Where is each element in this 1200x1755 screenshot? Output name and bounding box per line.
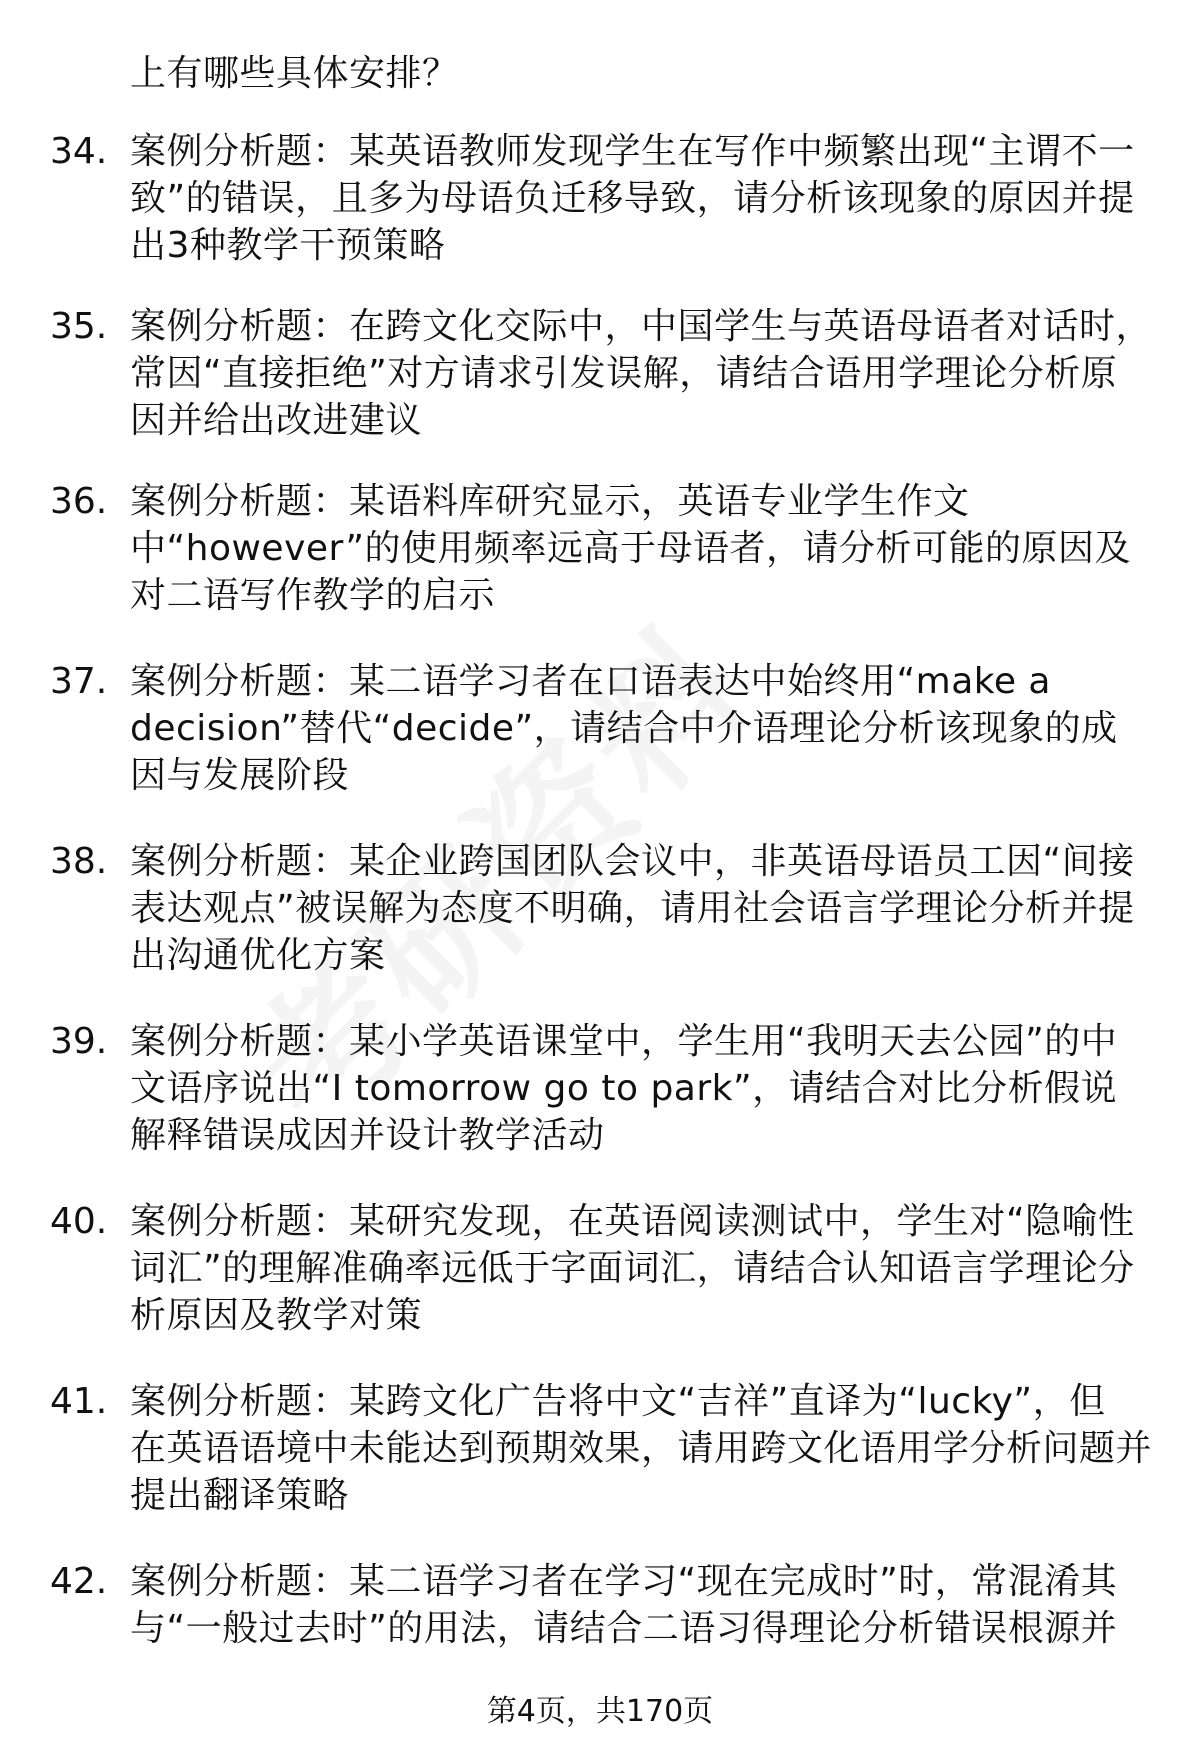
question-text-line: 案例分析题：某二语学习者在学习“现在完成时”时，常混淆其	[130, 1561, 1118, 1602]
question-text-line: 与“一般过去时”的用法，请结合二语习得理论分析错误根源并	[130, 1608, 1118, 1649]
question-number: 37.	[50, 661, 108, 702]
question-text-line: 对二语写作教学的启示	[130, 575, 496, 616]
question-number: 42.	[50, 1561, 108, 1602]
question-text-line: 案例分析题：某跨文化广告将中文“吉祥”直译为“lucky”，但	[130, 1381, 1106, 1422]
question-number: 40.	[50, 1201, 108, 1242]
question-text-line: 出沟通优化方案	[130, 935, 386, 976]
question-text-line: decision”替代“decide”，请结合中介语理论分析该现象的成	[130, 708, 1118, 749]
intro-line: 上有哪些具体安排？	[130, 53, 459, 94]
question-text-line: 因并给出改进建议	[130, 400, 423, 441]
question-number: 41.	[50, 1381, 108, 1422]
question-text-line: 文语序说出“I tomorrow go to park”，请结合对比分析假说	[130, 1068, 1118, 1109]
page-footer: 第4页，共170页	[486, 1694, 714, 1729]
question-text-line: 中“however”的使用频率远高于母语者，请分析可能的原因及	[130, 528, 1132, 569]
question-text-line: 案例分析题：某企业跨国团队会议中，非英语母语员工因“间接	[130, 841, 1135, 882]
question-number: 34.	[50, 131, 108, 172]
question-text-line: 解释错误成因并设计教学活动	[130, 1115, 605, 1156]
question-text-line: 案例分析题：某英语教师发现学生在写作中频繁出现“主谓不一	[130, 131, 1135, 172]
question-text-line: 案例分析题：某小学英语课堂中，学生用“我明天去公园”的中	[130, 1021, 1118, 1062]
question-number: 35.	[50, 306, 108, 347]
question-text-line: 词汇”的理解准确率远低于字面词汇，请结合认知语言学理论分	[130, 1248, 1135, 1289]
question-text-line: 案例分析题：某二语学习者在口语表达中始终用“make a	[130, 661, 1051, 702]
question-text-line: 因与发展阶段	[130, 755, 350, 796]
question-text-line: 案例分析题：某语料库研究显示，英语专业学生作文	[130, 481, 970, 522]
question-text-line: 在英语语境中未能达到预期效果，请用跨文化语用学分析问题并	[130, 1428, 1153, 1469]
question-number: 38.	[50, 841, 108, 882]
question-text-line: 表达观点”被误解为态度不明确，请用社会语言学理论分析并提	[130, 888, 1135, 929]
question-text-line: 案例分析题：在跨文化交际中，中国学生与英语母语者对话时，	[130, 306, 1153, 347]
question-number: 36.	[50, 481, 108, 522]
question-text-line: 常因“直接拒绝”对方请求引发误解，请结合语用学理论分析原	[130, 353, 1118, 394]
question-text-line: 提出翻译策略	[130, 1475, 350, 1516]
question-text-line: 出3种教学干预策略	[130, 225, 446, 266]
question-text-line: 致”的错误，且多为母语负迁移导致，请分析该现象的原因并提	[130, 178, 1135, 219]
question-text-line: 案例分析题：某研究发现，在英语阅读测试中，学生对“隐喻性	[130, 1201, 1135, 1242]
question-text-line: 析原因及教学对策	[130, 1295, 423, 1336]
question-number: 39.	[50, 1021, 108, 1062]
